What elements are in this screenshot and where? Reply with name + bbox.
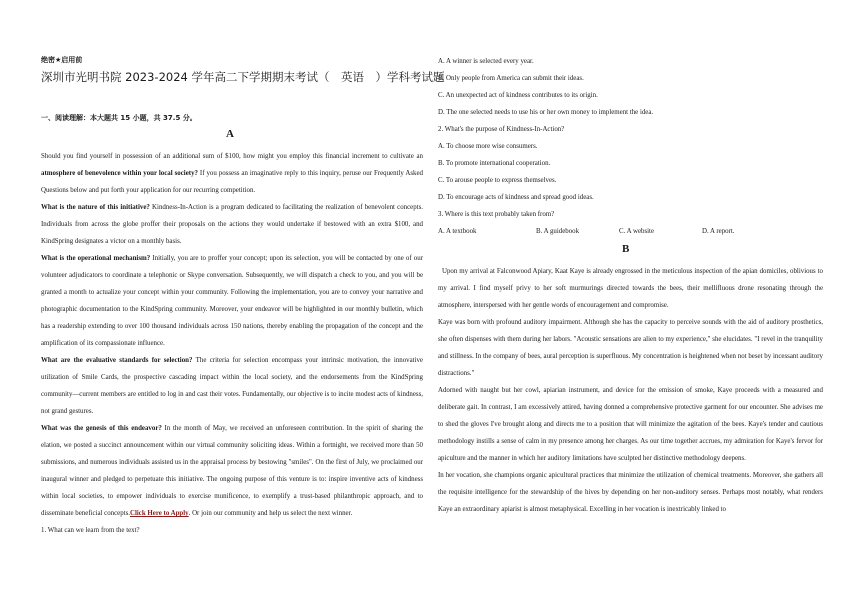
confidential-mark: 绝密★启用前 — [41, 56, 83, 64]
exam-title: 深圳市光明书院 2023-2024 学年高二下学期期末考试（ 英语 ）学科考试题 — [41, 70, 445, 84]
faq-nature: What is the nature of this initiative? Kindness-In-Action is a program dedicated to facilitating the realization of benevolent concepts. Individuals from across the globe proffer their proposals on the actions they would undertake if bestowed with an extra $100, and KindSpring designates a victor on a monthly basis. — [41, 204, 423, 245]
passage-a-intro: Should you find yourself in possession of an additional sum of $100, how might you employ this financial increment to cultivate an atmosphere of benevolence within your local society? If you possess an imaginative reply to this inquiry, peruse our Frequently Asked Questions below and put forth your application for our recurring competition. — [41, 153, 423, 194]
q3-option-c: C. A website — [619, 228, 655, 235]
question-3: 3. Where is this text probably taken from? — [438, 211, 555, 218]
q1-option-d: D. The one selected needs to use his or her own money to implement the idea. — [438, 109, 654, 116]
apply-link[interactable]: Click Here to Apply — [129, 510, 189, 517]
q2-option-d: D. To encourage acts of kindness and spread good ideas. — [438, 194, 594, 201]
passage-b-para-2: Kaye was born with profound auditory impairment. Although she has the capacity to perceive sounds with the aid of auditory prosthetics, she often dispenses with them during her labors. "Acoustic sensations are alien to my experience," she elucidates. "I revel in the tranquility and stillness. In the company of bees, aural perception is superfluous. My concentration is heightened when not beset by incessant auditory distractions." — [438, 319, 823, 377]
faq-criteria: What are the evaluative standards for selection? The criteria for selection encompass your intrinsic motivation, the innovative utilization of Smile Cards, the prospective cascading impact within the local society, and the endorsements from the KindSpring community—current members are entitled to log in and cast their votes. Fundamentally, our objective is to incite modest acts of kindness, not grand gestures. — [41, 357, 423, 415]
passage-b-body — [438, 263, 823, 518]
q1-option-a: A. A winner is selected every year. — [438, 58, 534, 65]
q3-option-b: B. A guidebook — [536, 228, 580, 235]
section-heading: 一、阅读理解：本大题共 15 小题，共 37.5 分。 — [41, 114, 197, 122]
faq-genesis: What was the genesis of this endeavor? In the month of May, we received an unforeseen contribution. In the spirit of sharing the elation, we posted a succinct announcement within our virtual community soliciting ideas. Within a fortnight, we received more than 50 submissions, and numerous individuals assisted us in the appraisal process by bestowing "smiles". On the first of July, we proclaimed our inaugural winner and pledged to perpetuate this initiative. The ongoing purpose of this venture is to: inspire inventive acts of kindness within local societies, to empower individuals to exercise munificence, to exemplify a trust-based philanthropic approach, and to disseminate beneficial concepts.Click Here to Apply. Or join our community and help us select the next winner. — [41, 425, 424, 517]
q2-option-c: C. To arouse people to express themselves. — [438, 177, 557, 184]
passage-b-para-1: Upon my arrival at Falconwood Apiary, Kaat Kaye is already engrossed in the meticulous inspection of the apian domiciles, oblivious to my arrival. I find myself privy to her soft murmurings directed towards the bees, their mellifluous drone resonating through the atmosphere, interspersed with her gentle words of encouragement and compromise. — [438, 268, 823, 309]
passage-b-para-4: In her vocation, she champions organic apicultural practices that minimize the utilization of chemical treatments. Moreover, she gathers all the requisite intelligence for the stewardship of the hives by depending on her non-auditory senses. Perhaps most notably, what renders Kaye an extraordinary apiarist is almost metaphysical. Excelling in her vocation is inextricably linked to — [438, 472, 823, 513]
q3-option-a: A. A textbook — [438, 228, 477, 235]
passage-a-heading: A — [226, 128, 234, 140]
questions-block — [438, 53, 823, 240]
q2-option-a: A. To choose more wise consumers. — [438, 143, 538, 150]
q1-option-c: C. An unexpected act of kindness contributes to its origin. — [438, 92, 598, 99]
q2-option-b: B. To promote international cooperation. — [438, 160, 551, 167]
passage-a-body — [41, 148, 423, 539]
q1-option-b: B. Only people from America can submit their ideas. — [438, 75, 584, 82]
faq-mechanism: What is the operational mechanism? Initially, you are to proffer your concept; upon its selection, you will be contacted by one of our volunteer adjudicators to coordinate a telephonic or Skype conversation. Subsequently, we will dispatch a check to you, and you will be granted a month to actualize your concept within your community. Following the implementation, you are to convey your narrative and photographic documentation to the KindSpring community. Moreover, your endeavor will be highlighted in our monthly bulletin, which has a readership extending to over 100 thousand individuals across 150 nations, thereby enabling the propagation of the concept and the amplification of its compassionate influence. — [41, 255, 423, 347]
q3-options — [438, 223, 823, 240]
passage-b-para-3: Adorned with naught but her cowl, apiarian instrument, and device for the emission of smoke, Kaye proceeds with a measured and deliberate gait. In contrast, I am excessively attired, having donned a comprehensive protective garment for our encounter. She advises me to shed the gloves I've brought along and directs me to a position that will minimize the agitation of the bees. Kaye's tender and cautious methodology instills a sense of calm in my presence among her charges. As our time together accrues, my admiration for Kaye's fervor for apiculture and the manner in which her auditory limitations have sculpted her distinctive methodology deepens. — [438, 387, 823, 462]
passage-b-heading: B — [622, 243, 630, 255]
question-1: 1. What can we learn from the text? — [41, 527, 140, 534]
question-2: 2. What's the purpose of Kindness-In-Action? — [438, 126, 565, 133]
q3-option-d: D. A report. — [702, 228, 735, 235]
